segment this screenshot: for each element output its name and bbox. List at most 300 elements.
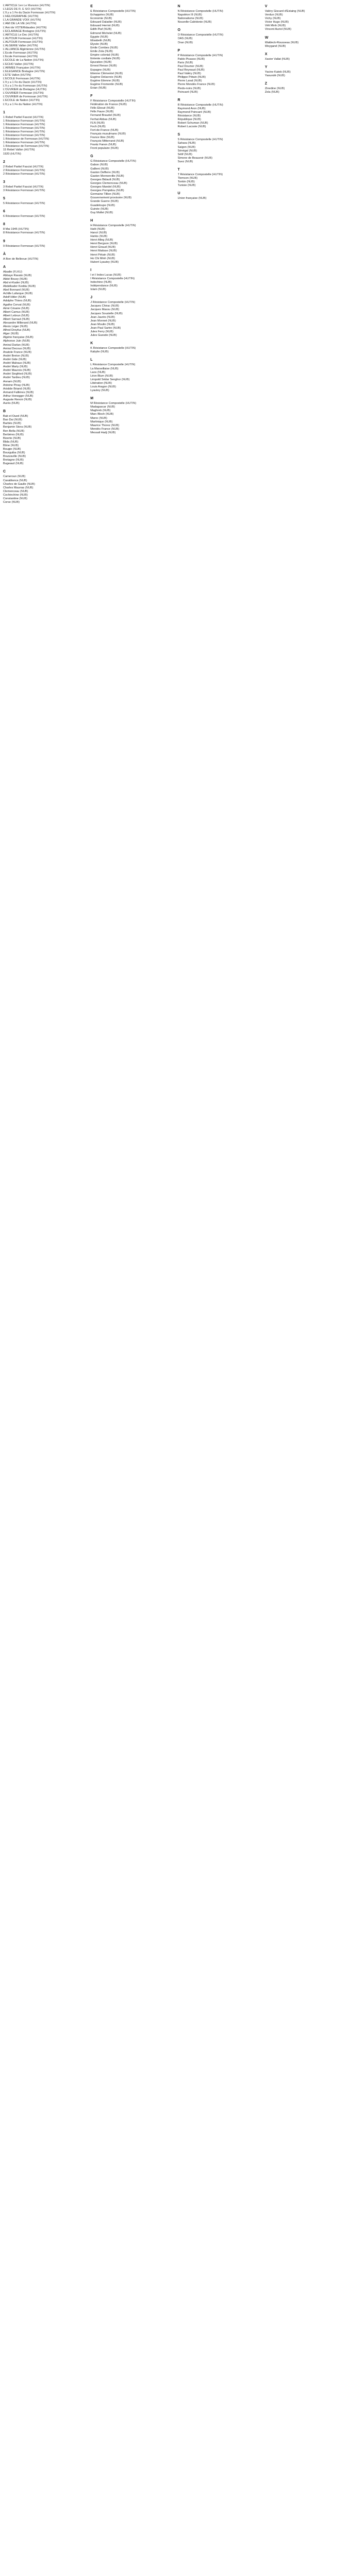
index-entry [265, 21, 345, 24]
section-letter: W [264, 36, 269, 40]
section-letter: P [177, 48, 180, 53]
index-entry-source: (NUB) [111, 423, 120, 427]
index-entry-source: (NUB) [203, 21, 212, 24]
index-entry [90, 189, 170, 193]
index-entry [265, 74, 345, 78]
index-entry [178, 107, 258, 111]
section-letter: I [90, 268, 92, 272]
index-entry [178, 177, 258, 180]
index-entry-term: 1 Résistance Formosan [3, 134, 34, 138]
index-entry [3, 369, 83, 372]
index-entry [90, 21, 170, 24]
index-entry [90, 72, 170, 76]
index-entry [3, 340, 83, 343]
index-entry-source: (NUB) [296, 10, 305, 13]
index-entry-source: (HUTIN) [124, 277, 135, 280]
index-entry-source: (NUB) [99, 416, 107, 420]
index-entry-source: (NUB) [123, 196, 132, 200]
index-entry-term: Tonkin [177, 180, 186, 184]
index-entry-source: (NUB) [97, 227, 105, 231]
index-entry [90, 87, 170, 90]
index-entry-term: L'Il y a 1 Fe du Dacin Formosan [3, 11, 44, 15]
index-entry [3, 384, 83, 387]
index-entry-term: 1 Rebel Partiel Fascist [3, 115, 32, 119]
index-entry-source: (NUB) [189, 177, 198, 180]
index-entry-term: Léon Blum [90, 374, 104, 378]
index-entry-term: L'ÉCOLE Formosan [3, 77, 29, 80]
index-entry-source: (HUTIN) [44, 11, 56, 15]
index-entry-term: Libération [90, 381, 103, 385]
index-entry-source: (NUB) [108, 385, 117, 388]
index-entry [3, 66, 83, 70]
index-entry-term: 2 Rebel Partiel Fascist [3, 165, 32, 168]
index-entry-source: (NUB) [107, 431, 116, 434]
index-entry-term: 5 Résistance Formosan [3, 202, 34, 206]
index-entry [178, 142, 258, 145]
index-entry [3, 314, 83, 318]
index-entry-term: André Malraux [3, 362, 22, 365]
index-entry [90, 175, 170, 178]
index-entry-term: Français musulmans [90, 132, 117, 135]
index-entry-source: (NUB) [184, 152, 192, 156]
index-entry [90, 242, 170, 246]
index-entry-source: (HUTIN) [27, 257, 39, 261]
section-letter: À [3, 252, 6, 256]
index-entry-term: L'OUVRIER Formosan [3, 92, 32, 95]
index-entry-source: (NUB) [196, 57, 205, 61]
index-entry [90, 261, 170, 264]
index-entry-source: (HUTIN) [29, 66, 41, 70]
index-entry-term: La Marseillaise [90, 367, 110, 370]
index-entry [90, 350, 170, 354]
index-entry-source: (HUTIN) [27, 52, 38, 55]
section-letter: 5 [3, 197, 5, 201]
index-entry-term: Raymond Poincaré [177, 110, 203, 114]
index-entry [90, 330, 170, 334]
index-entry-source: (NUB) [107, 257, 115, 260]
index-entry-source: (HUTIN) [125, 10, 136, 13]
index-entry [265, 28, 345, 31]
index-entry [3, 141, 83, 145]
index-entry-term: L'Ecole Formosan [3, 55, 26, 59]
index-entry-source: (HUTIN) [30, 80, 42, 84]
index-entry-term: Gaston Defferre [90, 171, 111, 174]
index-entry-source: (NUB) [194, 13, 202, 17]
index-entry-source: (NUB) [112, 326, 121, 330]
index-entry-term: Édouard Herriot [90, 24, 111, 28]
section-letter: Y [264, 65, 268, 69]
index-entry [3, 245, 83, 248]
index-entry-term: E Résistance Compostelle [90, 10, 124, 13]
index-entry-term: Yacine Kateb [264, 70, 282, 74]
index-entry-term: L'AUTOUR Formosan [3, 37, 31, 40]
index-entry-source: (NUB) [102, 409, 111, 413]
index-entry [90, 61, 170, 64]
index-entry-term: Saigon [177, 145, 187, 149]
index-entry [178, 41, 258, 45]
index-entry-source: (HUTIN) [124, 363, 136, 367]
index-entry-term: Simone de Beauvoir [177, 156, 204, 160]
index-entry [90, 99, 170, 103]
index-entry-source: (NUB) [111, 79, 120, 82]
index-entry [178, 76, 258, 79]
section-letter: 8 [3, 223, 5, 227]
index-entry [90, 17, 170, 21]
index-entry [90, 178, 170, 182]
index-entry-term: Alexis Léger [3, 325, 19, 329]
index-entry-term: Jules Guesde [90, 334, 108, 337]
index-entry-source: (NUB) [107, 253, 115, 257]
index-entry-term: Amiral Decoux [3, 347, 22, 350]
index-entry-source: (NUB) [114, 72, 123, 75]
index-entry [90, 193, 170, 196]
index-entry-source: (NUB) [14, 418, 23, 422]
index-entry-source: (NUB) [190, 90, 198, 94]
index-entry-term: Bab el-Oued [3, 415, 20, 418]
index-column-3 [178, 4, 258, 200]
index-entry [178, 111, 258, 114]
index-entry [3, 74, 83, 77]
index-entry-source: (NUB) [107, 204, 115, 207]
index-entry-term: L'ARTICLE [3, 4, 18, 7]
index-entry-source: (NUB) [113, 31, 122, 35]
index-entry [3, 281, 83, 285]
index-entry [3, 63, 83, 66]
index-entry-source: (NUB) [101, 167, 109, 171]
index-entry-term: Sénégal [177, 149, 189, 152]
index-entry-term: L'Il y a 1 Fe du Nation [3, 103, 31, 106]
index-entry-source: (NUB) [22, 369, 31, 372]
index-entry [3, 41, 83, 44]
index-entry [90, 122, 170, 125]
index-entry [3, 138, 83, 141]
index-entry-term: Georges Clemenceau [90, 181, 119, 185]
index-entry [3, 490, 83, 494]
index-entry [90, 288, 170, 292]
index-entry-term: FLN [90, 121, 96, 125]
index-entry-term: À Bon de Bellevue [3, 257, 27, 261]
index-entry-term: Edmond Michelet [90, 31, 113, 35]
index-entry-term: Aristide Briand [3, 387, 22, 391]
index-entry-source: (NUB) [23, 274, 32, 277]
index-entry-term: Amiral Darlan [3, 343, 21, 347]
index-entry-source: (HUTIN) [34, 130, 45, 133]
index-entry-term: L'ALLIANCE Algérienne [3, 48, 34, 52]
index-entry [90, 64, 170, 68]
index-entry [3, 11, 83, 15]
index-entry-source: (NUB) [193, 118, 201, 122]
index-entry-term: T Résistance Compostelle [177, 173, 211, 176]
index-entry [178, 153, 258, 157]
index-entry-source: (NUB) [20, 415, 28, 418]
index-entry-term: L'OUVRIER de Formosan [3, 95, 37, 99]
index-entry [90, 284, 170, 288]
index-entry-source: (NUB) [207, 83, 215, 87]
index-entry [3, 437, 83, 440]
index-entry-term: 3 Rebel Partiel Fascist [3, 185, 32, 189]
index-entry-term: L'ARMÉE Française [3, 66, 29, 70]
index-entry-source: (NUB) [198, 125, 206, 129]
index-entry-source: (HUTIN) [125, 402, 137, 405]
index-entry-source: (NUB) [204, 156, 212, 160]
index-entry [3, 462, 83, 466]
index-entry-source: (NUB) [15, 433, 24, 436]
index-entry-term: Georges Mandel [90, 185, 112, 189]
index-entry-term: Élisabeth [90, 39, 103, 42]
index-entry-source: (NUB) [195, 64, 204, 68]
index-entry-source: (NUB) [29, 321, 38, 325]
index-entry [3, 365, 83, 369]
index-entry [90, 147, 170, 150]
index-entry-source: (HUTIN) [29, 99, 40, 103]
index-entry [90, 327, 170, 330]
index-entry [3, 332, 83, 336]
index-entry-source: (NUB) [185, 160, 193, 163]
index-entry [90, 431, 170, 435]
index-entry-term: Pierre Mendès France [177, 83, 206, 87]
index-entry [178, 65, 258, 69]
index-entry [90, 420, 170, 424]
index-entry [3, 185, 83, 189]
index-entry [3, 52, 83, 55]
index-entry [178, 37, 258, 41]
index-entry [3, 459, 83, 462]
index-entry [3, 165, 83, 169]
index-entry-term: L'LEGS [3, 8, 13, 11]
index-entry-source: (NUB) [11, 501, 20, 504]
index-entry-source: (NUB) [109, 64, 117, 68]
index-entry-term: G Résistance Compostelle [90, 160, 125, 163]
index-entry-term: Entente cordiale [90, 57, 111, 61]
index-entry-term: Weygand [264, 44, 277, 48]
index-entry-term: Abd el-Kader [3, 281, 20, 284]
index-entry [3, 289, 83, 292]
index-entry-source: (NUB) [22, 303, 30, 307]
index-entry-term: Messali Hadj [90, 431, 107, 434]
index-entry [90, 281, 170, 284]
index-entry [90, 301, 170, 304]
index-entry-term: Gabon [90, 163, 100, 167]
index-entry [178, 54, 258, 58]
index-entry [3, 8, 83, 11]
index-entry [90, 424, 170, 428]
index-entry-source: (NUB) [12, 436, 21, 440]
index-entry-source: (HUTIN) [212, 103, 223, 107]
index-entry-term: 15 Rebel Vallon [3, 148, 24, 152]
index-entry [178, 160, 258, 164]
index-entry-term: Anatole France [3, 350, 23, 354]
index-entry-source: (HUTIN) [36, 84, 47, 88]
index-entry-term: N Résistance Compostelle [177, 10, 212, 13]
index-entry-source: (NUB) [21, 281, 29, 284]
index-entry-source: (HUTIN) [28, 33, 39, 37]
index-entry-term: Ben Bella [3, 429, 15, 433]
index-entry-source: (NUB) [98, 288, 106, 292]
index-entry-term: 9 Résistance Formosan [3, 244, 34, 248]
index-entry-source: (HUTIN) [35, 29, 46, 33]
index-entry-term: Haïti [90, 227, 96, 231]
index-entry [178, 87, 258, 91]
index-entry-source: (NUB) [276, 87, 285, 91]
index-entry [3, 285, 83, 289]
index-entry [3, 376, 83, 380]
index-entry-term: Viêt Minh [264, 24, 277, 28]
index-entry-source: (NUB) [16, 429, 25, 433]
index-entry-term: Agathe Cervat [3, 303, 22, 307]
index-entry [3, 231, 83, 235]
index-entry-source: (HUTIN) [34, 231, 45, 235]
index-entry-term: Casablanca [3, 479, 19, 482]
index-entry-term: Alexandre Millerand [3, 321, 29, 325]
index-entry-term: 8 Mai 1945 [3, 228, 18, 231]
index-entry [90, 196, 170, 200]
index-entry [3, 189, 83, 193]
index-entry-source: (HUTIN) [37, 95, 48, 99]
index-entry [178, 83, 258, 87]
index-entry [3, 95, 83, 99]
index-entry-source: (NUB) [25, 336, 34, 340]
index-entry-term: Henri Giraud [90, 246, 107, 249]
index-entry [3, 455, 83, 459]
index-entry-source: (HUTIN) [34, 215, 45, 218]
index-entry-term: Fernand Braudel [90, 114, 112, 117]
index-entry [3, 451, 83, 455]
index-entry-term: Jacques Chirac [90, 304, 110, 308]
index-entry [178, 69, 258, 72]
index-entry-term: Paris [177, 61, 185, 64]
section-letter: B [3, 410, 6, 414]
index-entry-source: (NUB) [200, 122, 208, 125]
index-entry [3, 292, 83, 296]
index-entry-term: Annam [3, 380, 12, 383]
index-entry-term: Édith Piaf [90, 28, 103, 31]
section-letter: U [177, 192, 180, 196]
section-letter: S [177, 133, 180, 137]
index-entry-term: J Résistance Compostelle [90, 301, 124, 304]
index-entry-source: (NUB) [21, 354, 29, 358]
index-entry-source: (NUB) [105, 13, 114, 17]
index-entry-source: (HUTIN) [34, 70, 45, 73]
index-entry-source: (NUB) [27, 285, 36, 289]
index-entry [3, 497, 83, 501]
index-entry-term: Abdelkader Kedda [3, 285, 27, 289]
index-entry-source: (NUB) [27, 482, 35, 486]
index-entry-term: André Gide [3, 358, 18, 361]
index-entry-source: (NUB) [20, 493, 28, 497]
index-entry-term: Paul Doumer [177, 64, 195, 68]
index-entry-source: (NUB) [23, 426, 32, 429]
index-entry-source: (NUB) [185, 61, 193, 64]
index-entry-source: (HUTIN) [212, 173, 223, 176]
index-entry [90, 118, 170, 122]
index-entry-source: (NUB) [10, 444, 19, 447]
index-entry-source: (NUB) [111, 178, 120, 181]
index-entry [178, 180, 258, 184]
index-entry [90, 69, 170, 72]
index-entry-term: Harkis [90, 235, 99, 239]
index-entry-source: (NUB) [113, 273, 121, 277]
index-entry-term: Espagne [90, 68, 102, 72]
index-entry [178, 157, 258, 160]
index-entry-source: (NUB) [105, 374, 113, 378]
index-entry-term: 6 Résistance Formosan [3, 215, 34, 218]
section-letter: 2 [3, 160, 5, 164]
index-entry-source: (NUB) [24, 372, 32, 376]
index-column-4 [265, 4, 345, 94]
index-entry [90, 79, 170, 83]
index-entry-term: Germaine Tillion [90, 193, 111, 196]
index-entry-source: (NUB) [107, 246, 116, 249]
index-entry-term: Sahara [177, 142, 187, 145]
index-entry-source: (NUB) [111, 171, 120, 174]
index-entry-term: Jules Ferry [90, 330, 105, 334]
index-entry [3, 92, 83, 95]
index-entry-term: Clemenceau [3, 489, 20, 493]
index-entry [3, 152, 83, 156]
index-entry [90, 200, 170, 204]
section-letter: E [90, 5, 93, 8]
index-entry [178, 104, 258, 107]
index-entry-term: 1 Résistance Formosan [3, 119, 34, 123]
index-entry-term: Tlemcen [177, 177, 189, 180]
index-entry-term: Bougie [3, 448, 12, 451]
index-entry-source: (NUB) [197, 76, 206, 79]
index-entry-term: 1920 [3, 152, 10, 156]
index-entry-term: Cochinchine [3, 493, 19, 497]
index-entry-term: Hanoï [90, 231, 98, 234]
index-entry-term: Bône [3, 444, 10, 447]
index-entry [90, 28, 170, 31]
index-column-1 [3, 4, 83, 504]
section-letter: 9 [3, 239, 5, 243]
index-entry [3, 228, 83, 231]
index-entry-source: (HUTIN) [32, 37, 43, 40]
index-entry-source: (HUTIN) [125, 224, 136, 227]
index-entry-term: H Résistance Compostelle [90, 224, 125, 227]
index-entry-source: (NUB) [19, 277, 28, 281]
index-entry-term: L'ÉCLAIRAGE Bretagne [3, 29, 35, 33]
index-entry-source: (NUB) [24, 292, 33, 296]
index-entry [90, 371, 170, 375]
index-entry-term: P Résistance Compostelle [177, 54, 211, 57]
index-entry-term: Jean Monnet [90, 319, 107, 323]
index-entry-source: (NUB) [110, 147, 119, 150]
index-entry [90, 129, 170, 132]
index-entry [90, 10, 170, 13]
index-entry-term: Grande Guerre [90, 200, 110, 204]
index-entry-source: (NUB) [100, 207, 109, 211]
index-entry-source: (NUB) [21, 314, 29, 317]
index-entry-source: (HUTIN) [32, 185, 44, 189]
index-entry-source: (NUB) [112, 57, 120, 61]
index-entry-source: (NUB) [101, 350, 109, 354]
index-entry-term: Henri Alleg [90, 239, 105, 242]
index-entry [3, 30, 83, 33]
index-entry [3, 278, 83, 281]
index-entry [3, 303, 83, 307]
index-entry-source: (NUB) [105, 50, 113, 54]
index-entry-source: (HUTIN) [34, 172, 45, 176]
index-entry-source: (NUB) [10, 440, 19, 444]
index-entry-source: (NUB) [277, 44, 286, 48]
index-entry-term: Empire colonial [90, 54, 110, 57]
index-entry-term: République [177, 118, 192, 122]
index-entry-term: Frantz Fanon [90, 143, 108, 147]
index-entry [3, 127, 83, 130]
index-entry [265, 17, 345, 21]
index-entry [90, 235, 170, 239]
index-entry-source: (NUB) [105, 413, 114, 416]
